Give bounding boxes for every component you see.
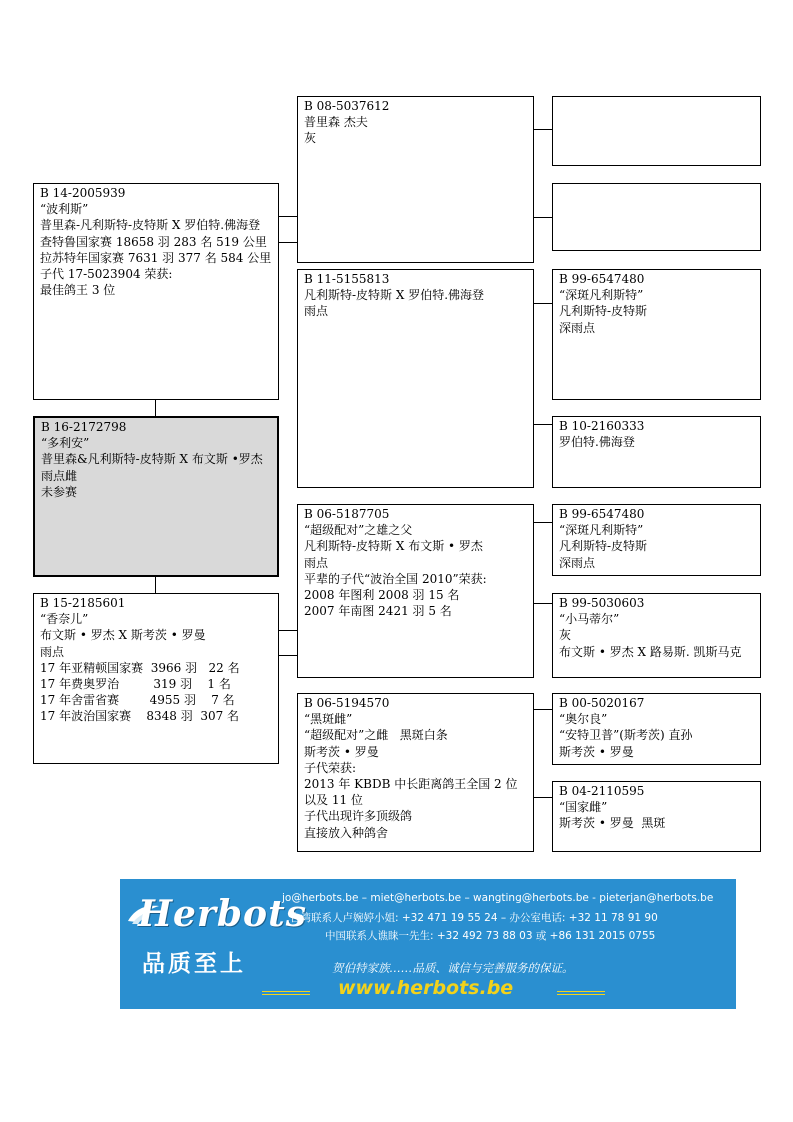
connector (155, 399, 156, 417)
pedigree-line: “超级配对”之雌 黑斑白条 (304, 728, 448, 743)
connector (278, 216, 297, 217)
ring-number: B 06-5194570 (304, 696, 390, 710)
pedigree-line: 17 年波治国家赛 8348 羽 307 名 (40, 709, 240, 724)
ring-number: B 99-5030603 (559, 596, 645, 610)
pedigree-line: 凡利斯特-皮特斯 X 布文斯 • 罗杰 (304, 539, 483, 554)
pedigree-line: 普里森&凡利斯特-皮特斯 X 布文斯 •罗杰 (41, 452, 263, 467)
pedigree-line: “安特卫普”(斯考茨) 直孙 (559, 728, 693, 743)
pedigree-line: “小马蒂尔” (559, 612, 620, 627)
pedigree-line: 子代 17-5023904 荣获: (40, 267, 173, 282)
dam-card (33, 593, 279, 764)
email-list: jo@herbots.be – miet@herbots.be – wangting@herbots.be - pieterjan@herbots.be (282, 892, 714, 904)
connector (155, 576, 156, 593)
pedigree-line: 罗伯特.佛海登 (559, 435, 635, 450)
pedigree-line: 以及 11 位 (304, 793, 363, 808)
pedigree-line: 深雨点 (559, 555, 596, 570)
subject-card (33, 416, 279, 577)
ring-number: B 16-2172798 (41, 420, 127, 434)
pedigree-line: 凡利斯特-皮特斯 (559, 539, 648, 554)
pedigree-line: 未参赛 (41, 484, 78, 499)
decorative-rule (557, 991, 605, 995)
ring-number: B 10-2160333 (559, 419, 645, 433)
connector (533, 797, 552, 798)
ds-dam-card (552, 593, 761, 678)
sire-dam-card (297, 269, 534, 488)
ring-number: B 99-6547480 (559, 507, 645, 521)
pedigree-line: 雨点雌 (41, 468, 78, 483)
ring-number: B 08-5037612 (304, 99, 390, 113)
pedigree-line: 雨点 (304, 304, 329, 319)
connector (533, 522, 552, 523)
pedigree-line: 布文斯 • 罗杰 X 斯考茨 • 罗曼 (40, 628, 206, 643)
ds-sire-card (552, 504, 761, 576)
pedigree-line: 17 年舍雷省赛 4955 羽 7 名 (40, 693, 235, 708)
pedigree-line: 斯考茨 • 罗曼 (559, 744, 634, 759)
pedigree-line: 普里森 杰夫 (304, 115, 368, 130)
dam-sire-card (297, 504, 534, 678)
ring-number: B 14-2005939 (40, 186, 126, 200)
pedigree-line: 查特鲁国家赛 18658 羽 283 名 519 公里 (40, 234, 267, 249)
pedigree-line: 雨点 (40, 644, 65, 659)
pedigree-line: “奥尔良” (559, 712, 608, 727)
ring-number: B 99-6547480 (559, 272, 645, 286)
ring-number: B 06-5187705 (304, 507, 390, 521)
pedigree-line: “香奈儿” (40, 612, 89, 627)
pedigree-line: “多利安” (41, 436, 90, 451)
pedigree-line: 2013 年 KBDB 中长距离鸽王全国 2 位 (304, 777, 518, 792)
pedigree-line: 灰 (304, 131, 317, 146)
pedigree-line: 凡利斯特-皮特斯 (559, 304, 648, 319)
connector (278, 242, 297, 243)
pedigree-line: “深斑凡利斯特” (559, 523, 644, 538)
connector (278, 655, 297, 656)
pedigree-line: “波利斯” (40, 202, 89, 217)
pedigree-line: 斯考茨 • 罗曼 (304, 744, 379, 759)
sire-card (33, 183, 279, 400)
pedigree-line: 最佳鸽王 3 位 (40, 283, 116, 298)
sd-dam-card (552, 416, 761, 488)
ss-dam-card (552, 183, 761, 251)
pedigree-line: 雨点 (304, 555, 329, 570)
pedigree-line: 子代荣获: (304, 760, 357, 775)
pedigree-line: 2008 年图利 2008 羽 15 名 (304, 588, 460, 603)
herbots-banner (120, 879, 736, 1009)
sd-sire-card (552, 269, 761, 400)
brand-logo: Herbots (138, 893, 307, 935)
pedigree-line: 深雨点 (559, 320, 596, 335)
dam-dam-card (297, 693, 534, 852)
pedigree-line: “黑斑雌” (304, 712, 353, 727)
connector (533, 217, 552, 218)
pedigree-line: 17 年费奥罗治 319 羽 1 名 (40, 677, 231, 692)
sire-sire-card (297, 96, 534, 263)
contact-taiwan: 台湾联系人卢婉婷小姐: +32 471 19 55 24 – 办公室电话: +32 11 78 91 90 (290, 912, 658, 924)
pedigree-line: 凡利斯特-皮特斯 X 罗伯特.佛海登 (304, 288, 485, 303)
pedigree-line: 直接放入种鸽舍 (304, 825, 389, 840)
contact-china: 中国联系人谯睐一先生: +32 492 73 88 03 或 +86 131 2015 0755 (325, 930, 656, 942)
ring-number: B 15-2185601 (40, 596, 126, 610)
pedigree-line: “深斑凡利斯特” (559, 288, 644, 303)
website-link[interactable]: www.herbots.be (338, 977, 514, 999)
connector (533, 709, 552, 710)
connector (533, 603, 552, 604)
pedigree-line: 子代出现许多顶级鸽 (304, 809, 413, 824)
ss-sire-card (552, 96, 761, 166)
ring-number: B 04-2110595 (559, 784, 645, 798)
pedigree-line: 2007 年南图 2421 羽 5 名 (304, 604, 452, 619)
pedigree-line: 灰 (559, 628, 572, 643)
ring-number: B 11-5155813 (304, 272, 390, 286)
pedigree-line: 普里森-凡利斯特-皮特斯 X 罗伯特.佛海登 (40, 218, 261, 233)
pedigree-line: 斯考茨 • 罗曼 黑斑 (559, 816, 666, 831)
pedigree-line: 拉苏特年国家赛 7631 羽 377 名 584 公里 (40, 250, 272, 265)
decorative-rule (262, 991, 310, 995)
pedigree-line: 布文斯 • 罗杰 X 路易斯. 凯斯马克 (559, 644, 742, 659)
connector (278, 630, 297, 631)
pedigree-line: “超级配对”之雄之父 (304, 523, 413, 538)
connector (533, 303, 552, 304)
pedigree-line: 平辈的子代“波治全国 2010”荣获: (304, 571, 487, 586)
slogan: 品质至上 (142, 951, 246, 977)
dd-dam-card (552, 781, 761, 852)
dd-sire-card (552, 693, 761, 765)
ring-number: B 00-5020167 (559, 696, 645, 710)
pedigree-line: 17 年亚精顿国家赛 3966 羽 22 名 (40, 660, 240, 675)
connector (533, 424, 552, 425)
tagline: 贺伯特家族……品质、诚信与完善服务的保证。 (332, 961, 574, 975)
connector (533, 129, 552, 130)
pedigree-line: “国家雌” (559, 800, 608, 815)
